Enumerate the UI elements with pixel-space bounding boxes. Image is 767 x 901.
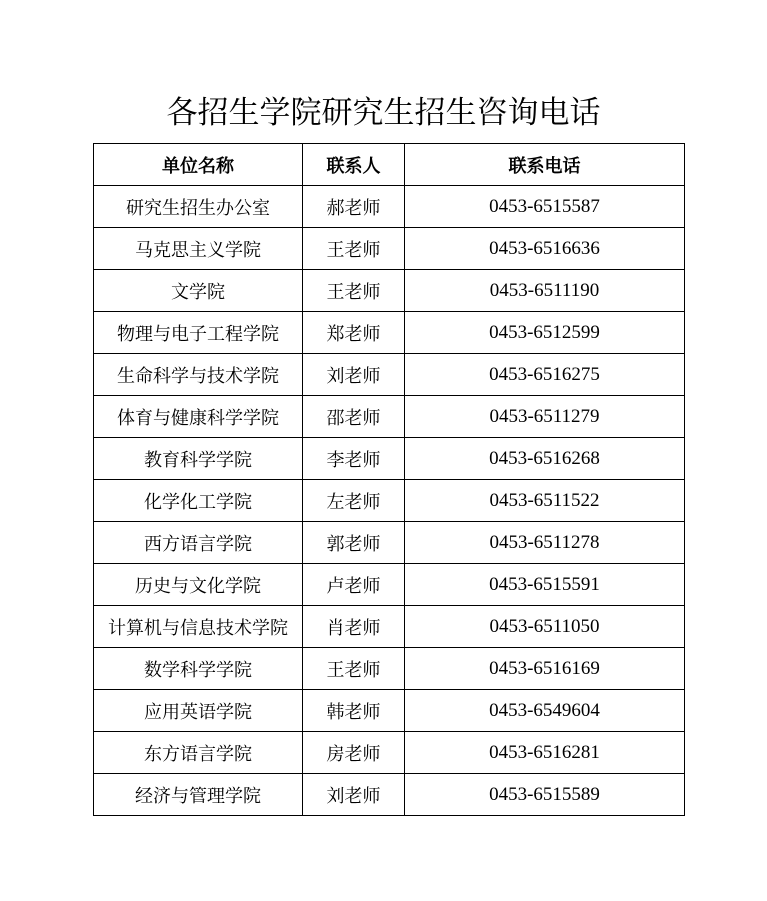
cell-contact-person: 邵老师: [303, 396, 405, 438]
cell-contact-phone: 0453-6516268: [405, 438, 685, 480]
cell-unit-name: 研究生招生办公室: [94, 186, 303, 228]
header-contact-phone: 联系电话: [405, 144, 685, 186]
cell-unit-name: 体育与健康科学学院: [94, 396, 303, 438]
header-unit-name: 单位名称: [94, 144, 303, 186]
page-title: 各招生学院研究生招生咨询电话: [166, 95, 601, 131]
table-row: [94, 312, 685, 354]
cell-unit-name: 马克思主义学院: [94, 228, 303, 270]
cell-unit-name: 物理与电子工程学院: [94, 312, 303, 354]
cell-contact-phone: 0453-6515591: [405, 564, 685, 606]
cell-contact-person: 左老师: [303, 480, 405, 522]
cell-contact-phone: 0453-6512599: [405, 312, 685, 354]
cell-contact-person: 房老师: [303, 732, 405, 774]
cell-unit-name: 历史与文化学院: [94, 564, 303, 606]
cell-contact-person: 卢老师: [303, 564, 405, 606]
cell-contact-person: 郝老师: [303, 186, 405, 228]
cell-unit-name: 计算机与信息技术学院: [94, 606, 303, 648]
contact-table: [93, 143, 685, 816]
table-row: [94, 690, 685, 732]
cell-unit-name: 化学化工学院: [94, 480, 303, 522]
cell-contact-phone: 0453-6515587: [405, 186, 685, 228]
cell-contact-phone: 0453-6515589: [405, 774, 685, 816]
cell-contact-person: 郭老师: [303, 522, 405, 564]
cell-unit-name: 生命科学与技术学院: [94, 354, 303, 396]
cell-contact-person: 肖老师: [303, 606, 405, 648]
header-contact-person: 联系人: [303, 144, 405, 186]
cell-contact-phone: 0453-6516169: [405, 648, 685, 690]
cell-contact-person: 王老师: [303, 648, 405, 690]
cell-contact-person: 王老师: [303, 270, 405, 312]
cell-contact-person: 王老师: [303, 228, 405, 270]
cell-contact-phone: 0453-6511190: [405, 270, 685, 312]
table-row: [94, 606, 685, 648]
cell-contact-phone: 0453-6511050: [405, 606, 685, 648]
table-row: [94, 732, 685, 774]
cell-contact-phone: 0453-6511279: [405, 396, 685, 438]
cell-unit-name: 数学科学学院: [94, 648, 303, 690]
cell-contact-phone: 0453-6516281: [405, 732, 685, 774]
table-row: [94, 228, 685, 270]
cell-unit-name: 教育科学学院: [94, 438, 303, 480]
table-row: [94, 564, 685, 606]
table-row: [94, 774, 685, 816]
table-row: [94, 522, 685, 564]
table-row: [94, 186, 685, 228]
cell-contact-person: 韩老师: [303, 690, 405, 732]
table-row: [94, 396, 685, 438]
cell-contact-phone: 0453-6516636: [405, 228, 685, 270]
cell-contact-person: 刘老师: [303, 354, 405, 396]
cell-contact-phone: 0453-6516275: [405, 354, 685, 396]
cell-unit-name: 应用英语学院: [94, 690, 303, 732]
cell-contact-phone: 0453-6511522: [405, 480, 685, 522]
table-header-row: [94, 144, 685, 186]
cell-unit-name: 东方语言学院: [94, 732, 303, 774]
cell-unit-name: 西方语言学院: [94, 522, 303, 564]
table-row: [94, 648, 685, 690]
cell-contact-phone: 0453-6511278: [405, 522, 685, 564]
table-row: [94, 480, 685, 522]
cell-unit-name: 文学院: [94, 270, 303, 312]
cell-unit-name: 经济与管理学院: [94, 774, 303, 816]
cell-contact-person: 刘老师: [303, 774, 405, 816]
cell-contact-phone: 0453-6549604: [405, 690, 685, 732]
table-row: [94, 438, 685, 480]
table-body: [94, 186, 685, 816]
table-row: [94, 270, 685, 312]
cell-contact-person: 李老师: [303, 438, 405, 480]
cell-contact-person: 郑老师: [303, 312, 405, 354]
table-row: [94, 354, 685, 396]
